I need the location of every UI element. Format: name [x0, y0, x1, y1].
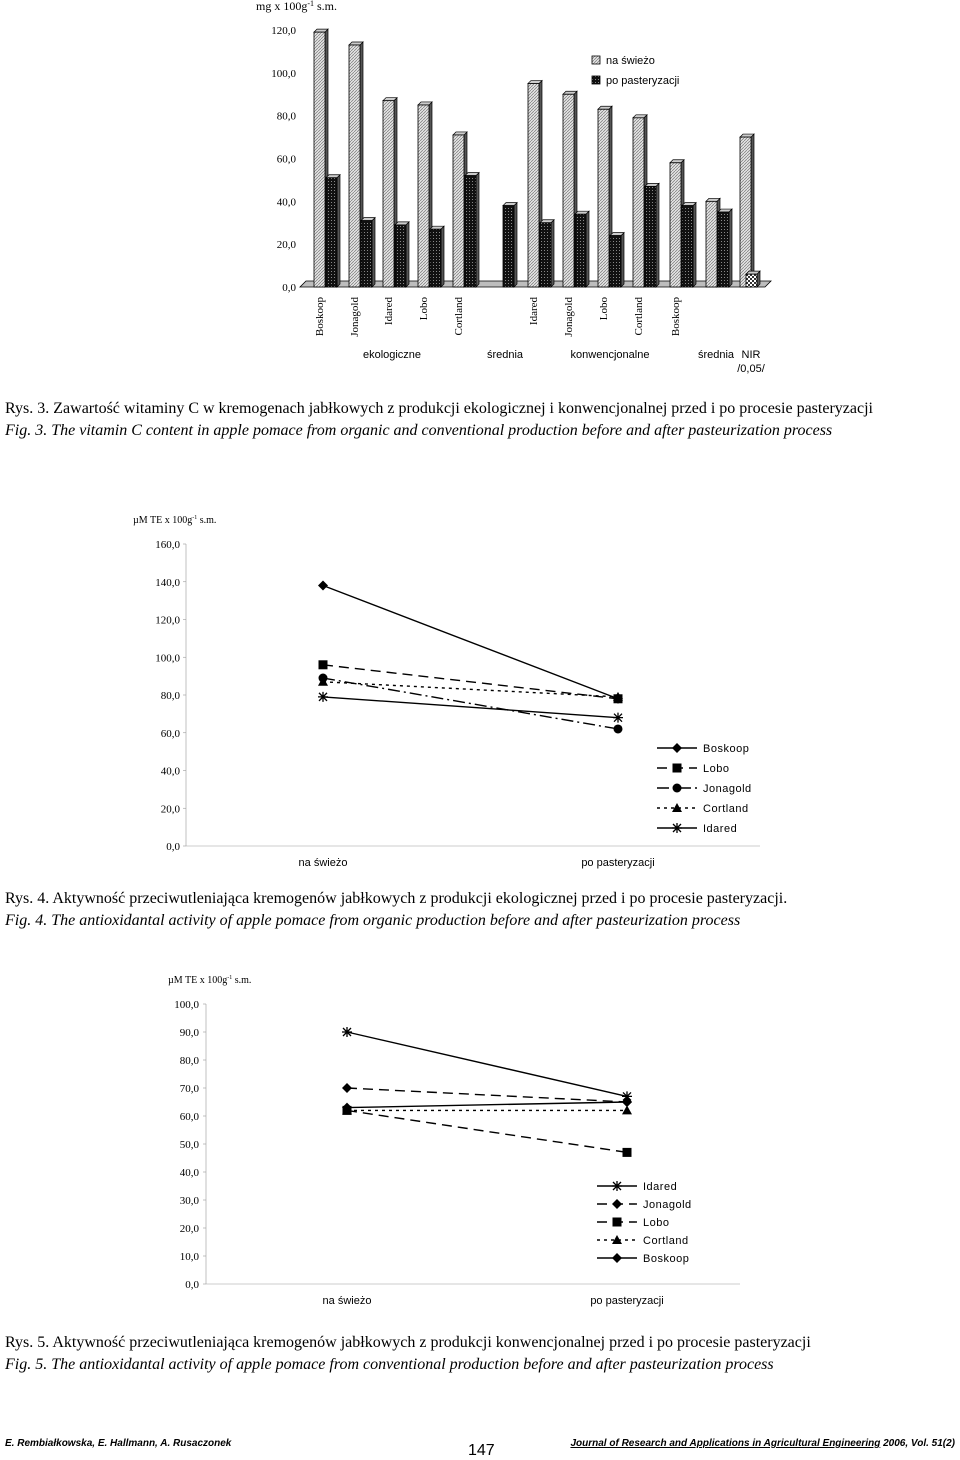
- legend-marker-lobo: [673, 764, 682, 773]
- point-lobo-0: [319, 660, 328, 669]
- series-cortland: [318, 677, 623, 701]
- bar-side: [372, 218, 375, 287]
- y-axis-title: mg x $100g^{-1}$ s.m.: [256, 0, 338, 13]
- legend-entry-lobo: [657, 763, 729, 775]
- page-number: 147: [468, 1442, 495, 1459]
- bar-top: [383, 98, 397, 101]
- bar-front: [706, 201, 717, 287]
- bar-front: [361, 221, 372, 287]
- bar-top: [395, 222, 409, 225]
- bar-nir-0-05-12: [746, 271, 760, 287]
- y-tick-label: 30,0: [179, 1195, 199, 1207]
- fig5-caption-en: Fig. 5. The antioxidantal activity of apple pomace from conventional production before and after pasteurization process: [5, 1356, 774, 1373]
- bar-na-swiezo-12: [740, 134, 754, 287]
- legend-marker-jonagold: [673, 784, 682, 793]
- bar-front: [349, 45, 360, 287]
- bar-top: [349, 42, 363, 45]
- bar-front: [528, 84, 539, 287]
- bar-front: [418, 105, 429, 287]
- legend-entry-boskoop: [597, 1253, 689, 1265]
- bar-side: [751, 134, 754, 287]
- bar-po-pasteryzacji-5: [503, 203, 517, 287]
- bar-side: [406, 222, 409, 287]
- bar-front: [598, 109, 609, 287]
- x-tick-label-idared: Idared: [528, 297, 540, 326]
- bar-top: [670, 160, 684, 163]
- y-tick-label: 50,0: [179, 1139, 199, 1151]
- series-line-idared: [347, 1032, 627, 1096]
- antioxidant-organic-line-chart: [0, 505, 960, 885]
- series-line-jonagold: [323, 678, 618, 729]
- bar-front: [682, 206, 693, 287]
- bar-front: [540, 223, 551, 287]
- y-tick-label: 120,0: [271, 25, 296, 37]
- bar-top: [718, 209, 732, 212]
- series-lobo: [343, 1106, 632, 1157]
- x-tick-label-lobo: Lobo: [418, 297, 430, 321]
- y-tick-label: 80,0: [160, 690, 180, 702]
- bar-po-pasteryzacji-6: [540, 220, 554, 287]
- legend-label-boskoop: Boskoop: [643, 1253, 690, 1265]
- x-tick-label-idared: Idared: [383, 297, 395, 326]
- y-tick-label: 40,0: [160, 765, 180, 778]
- bar-side: [729, 209, 732, 287]
- y-tick-label: 40,0: [179, 1167, 199, 1179]
- point-boskoop-0: [318, 581, 328, 591]
- legend-label-boskoop: Boskoop: [703, 743, 750, 755]
- bar-po-pasteryzacji-4: [465, 173, 479, 287]
- legend-entry-lobo: [597, 1217, 669, 1229]
- bar-front: [563, 94, 574, 287]
- bar-side: [621, 233, 624, 287]
- y-axis-title: µM TE x $100g^{-1}$ s.m.: [168, 975, 252, 986]
- x-tick-label-po-pasteryzacji: po pasteryzacji: [581, 857, 655, 869]
- x-tick-label-na-swiezo: na świeżo: [298, 857, 348, 869]
- bar-po-pasteryzacji-8: [610, 233, 624, 287]
- bar-side: [551, 220, 554, 287]
- bar-front: [633, 118, 644, 287]
- x-tick-label-na-swiezo: na świeżo: [322, 1295, 372, 1307]
- y-tick-label: 60,0: [160, 727, 180, 740]
- x-tick-label-po-pasteryzacji: po pasteryzacji: [590, 1295, 664, 1307]
- bar-po-pasteryzacji-1: [361, 218, 375, 287]
- series-line-boskoop: [347, 1102, 627, 1108]
- y-tick-label: 160,0: [155, 539, 180, 551]
- group-label-0-05: /0,05/: [737, 363, 765, 375]
- legend-entry-cortland: [657, 803, 749, 815]
- bar-front: [453, 135, 464, 287]
- legend-label-cortland: Cortland: [703, 803, 749, 815]
- group-label-ekologiczne: ekologiczne: [362, 349, 422, 361]
- bar-top: [740, 134, 754, 137]
- bar-front: [326, 178, 337, 287]
- group-label-srednia: średnia: [697, 349, 735, 361]
- bar-top: [598, 106, 612, 109]
- fig3-caption: [5, 398, 960, 442]
- footer-journal: [570, 1438, 955, 1449]
- bar-top: [746, 271, 760, 274]
- legend-marker-idared: [612, 1181, 622, 1191]
- point-boskoop-1: [622, 1097, 632, 1107]
- bar-front: [395, 225, 406, 287]
- bar-front: [430, 229, 441, 287]
- x-tick-label-jonagold: Jonagold: [563, 297, 575, 337]
- y-tick-label: 80,0: [276, 110, 296, 123]
- group-label-konwencjonalne: konwencjonalne: [570, 349, 650, 361]
- bar-top: [418, 102, 432, 105]
- fig3-caption-pl: Rys. 3. Zawartość witaminy C w kremogenach jabłkowych z produkcji ekologicznej i konwencjonalnej przed i po procesie pasteryzacji: [5, 400, 873, 417]
- bar-top: [430, 226, 444, 229]
- bar-top: [540, 220, 554, 223]
- fig4-caption-pl: Rys. 4. Aktywność przeciwutleniająca kremogenów jabłkowych z produkcji ekologicznej przed i po procesie pasteryzacji.: [5, 890, 788, 907]
- point-jonagold-1: [614, 724, 623, 733]
- y-tick-label: 100,0: [271, 67, 296, 80]
- y-tick-label: 80,0: [179, 1055, 199, 1067]
- y-tick-label: 20,0: [276, 239, 296, 252]
- series-boskoop: [318, 581, 623, 704]
- bar-po-pasteryzacji-3: [430, 226, 444, 287]
- legend-swatch-po-pasteryzacji: [592, 76, 600, 84]
- x-tick-label-jonagold: Jonagold: [349, 297, 361, 337]
- y-tick-label: 60,0: [179, 1111, 199, 1123]
- legend-marker-boskoop: [672, 743, 682, 753]
- series-idared: [318, 692, 623, 723]
- legend-label-cortland: Cortland: [643, 1235, 689, 1247]
- legend-label-lobo: Lobo: [643, 1217, 670, 1229]
- bar-top: [465, 173, 479, 176]
- y-tick-label: 140,0: [155, 576, 180, 589]
- bar-top: [453, 132, 467, 135]
- antioxidant-conventional-line-chart: [0, 965, 960, 1335]
- bar-top: [563, 91, 577, 94]
- bar-side: [693, 203, 696, 287]
- point-jonagold-0: [342, 1083, 352, 1093]
- bar-top: [326, 175, 340, 178]
- series-line-cortland: [323, 682, 618, 697]
- legend-marker-jonagold: [612, 1199, 622, 1209]
- series-line-idared: [323, 697, 618, 718]
- y-tick-label: 20,0: [179, 1223, 199, 1235]
- x-tick-label-cortland: Cortland: [633, 297, 645, 336]
- legend-label-jonagold: Jonagold: [703, 783, 752, 795]
- bar-top: [503, 203, 517, 206]
- bar-top: [682, 203, 696, 206]
- footer-authors: E. Rembiałkowska, E. Hallmann, A. Rusaczonek: [5, 1438, 232, 1449]
- bar-po-pasteryzacji-9: [645, 183, 659, 287]
- bar-po-pasteryzacji-11: [718, 209, 732, 287]
- legend-label-jonagold: Jonagold: [643, 1199, 692, 1211]
- bar-front: [383, 101, 394, 287]
- x-tick-label-lobo: Lobo: [598, 297, 610, 321]
- bar-side: [441, 226, 444, 287]
- point-idared-1: [613, 713, 623, 723]
- bar-side: [476, 173, 479, 287]
- legend-swatch-na-swiezo: [592, 56, 600, 64]
- bar-front: [465, 176, 476, 287]
- y-tick-label: 100,0: [174, 999, 199, 1011]
- y-tick-label: 40,0: [276, 196, 296, 209]
- legend-entry-jonagold: [657, 783, 752, 795]
- bar-top: [361, 218, 375, 221]
- bar-top: [528, 81, 542, 84]
- legend-entry-idared: [657, 823, 737, 835]
- bar-front: [718, 212, 729, 287]
- y-tick-label: 10,0: [179, 1251, 199, 1263]
- bar-po-pasteryzacji-7: [575, 211, 589, 287]
- bar-top: [575, 211, 589, 214]
- legend-label-po-pasteryzacji: po pasteryzacji: [606, 75, 680, 87]
- legend-entry-idared: [597, 1181, 677, 1193]
- bar-po-pasteryzacji-2: [395, 222, 409, 287]
- fig3-caption-en: Fig. 3. The vitamin C content in apple pomace from organic and conventional production before and after pasteurization process: [5, 422, 833, 439]
- y-tick-label: 100,0: [155, 652, 180, 665]
- y-tick-label: 60,0: [276, 153, 296, 166]
- bar-top: [633, 115, 647, 118]
- y-axis-title: µM TE x $100g^{-1}$ s.m.: [133, 515, 217, 526]
- bar-front: [645, 186, 656, 287]
- legend-marker-boskoop: [612, 1253, 622, 1263]
- bar-side: [514, 203, 517, 287]
- x-tick-label-cortland: Cortland: [453, 297, 465, 336]
- legend-label-idared: Idared: [703, 823, 738, 835]
- legend-entry-cortland: [597, 1235, 689, 1247]
- bar-side: [337, 175, 340, 287]
- legend-label-idared: Idared: [643, 1181, 678, 1193]
- bar-top: [610, 233, 624, 236]
- legend-entry-boskoop: [657, 743, 749, 755]
- bar-front: [740, 137, 751, 287]
- vitamin-c-bar-chart: [0, 0, 960, 380]
- point-idared-0: [318, 692, 328, 702]
- bar-front: [610, 236, 621, 287]
- y-tick-label: 120,0: [155, 614, 180, 627]
- series-line-jonagold: [347, 1088, 627, 1102]
- fig5-caption-pl: Rys. 5. Aktywność przeciwutleniająca kremogenów jabłkowych z produkcji konwencjonalnej przed i po procesie pasteryzacji: [5, 1334, 811, 1351]
- point-idared-0: [342, 1027, 352, 1037]
- legend-label-lobo: Lobo: [703, 763, 730, 775]
- bar-po-pasteryzacji-0: [326, 175, 340, 287]
- y-tick-label: 20,0: [160, 803, 180, 816]
- y-tick-label: 0,0: [282, 282, 296, 294]
- y-tick-label: 70,0: [179, 1083, 199, 1095]
- bar-top: [706, 198, 720, 201]
- fig4-caption: [5, 888, 960, 932]
- bar-side: [656, 183, 659, 287]
- y-tick-label: 0,0: [185, 1279, 199, 1291]
- footer-journal-title: Journal of Research and Applications in Agricultural Engineering: [570, 1438, 881, 1449]
- bar-top: [645, 183, 659, 186]
- legend-label-na-swiezo: na świeżo: [606, 55, 655, 67]
- fig5-caption: [5, 1332, 960, 1376]
- y-tick-label: 0,0: [166, 841, 180, 853]
- bar-front: [746, 274, 757, 287]
- legend-marker-lobo: [613, 1218, 622, 1227]
- y-tick-label: 90,0: [179, 1027, 199, 1039]
- point-lobo-1: [623, 1148, 632, 1157]
- group-label-nir: NIR: [741, 349, 761, 361]
- series-lobo: [319, 660, 623, 703]
- x-tick-label-boskoop: Boskoop: [670, 297, 682, 337]
- bar-top: [314, 29, 328, 32]
- group-label-srednia: średnia: [486, 349, 524, 361]
- bar-po-pasteryzacji-10: [682, 203, 696, 287]
- bar-side: [586, 211, 589, 287]
- bar-front: [314, 32, 325, 287]
- bar-front: [670, 163, 681, 287]
- legend-marker-idared: [672, 823, 682, 833]
- x-tick-label-boskoop: Boskoop: [314, 297, 326, 337]
- bar-front: [503, 206, 514, 287]
- legend-entry-jonagold: [597, 1199, 692, 1211]
- fig4-caption-en: Fig. 4. The antioxidantal activity of apple pomace from organic production before and after pasteurization process: [5, 912, 741, 929]
- bar-front: [575, 214, 586, 287]
- series-line-lobo: [347, 1110, 627, 1152]
- footer-journal-volume: 2006, Vol. 51(2): [880, 1438, 955, 1449]
